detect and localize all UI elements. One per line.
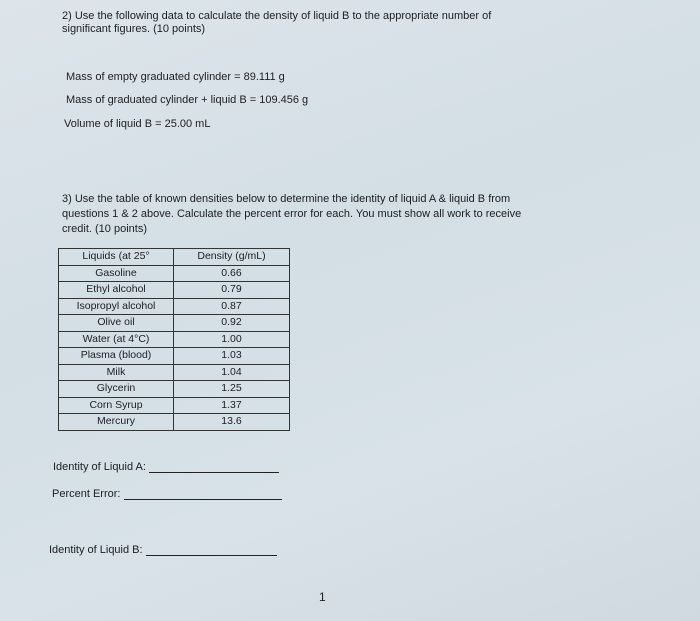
q3-text-line2: questions 1 & 2 above. Calculate the percent error for each. You must show all work to receive [62,208,522,220]
liquid-name: Gasoline [59,265,174,282]
identity-b-label: Identity of Liquid B: [49,544,143,556]
density-value: 1.37 [174,397,290,414]
liquid-name: Glycerin [59,381,174,398]
percent-error-label: Percent Error: [52,488,121,500]
identity-b-blank[interactable] [146,543,277,556]
liquid-name: Isopropyl alcohol [59,298,174,315]
header-density: Density (g/mL) [174,249,290,266]
q3-text-line3: credit. (10 points) [62,223,147,235]
percent-error-blank[interactable] [124,487,282,500]
volume-liquid: Volume of liquid B = 25.00 mL [64,118,211,130]
table-row [59,315,290,332]
density-value: 0.79 [174,282,290,299]
q2-text-line1: 2) Use the following data to calculate the density of liquid B to the appropriate number of [62,10,492,22]
density-value: 1.04 [174,364,290,381]
table-row [59,381,290,398]
density-value: 0.92 [174,315,290,332]
header-liquids: Liquids (at 25° [59,249,174,266]
density-value: 0.87 [174,298,290,315]
liquid-name: Ethyl alcohol [59,282,174,299]
liquid-name: Corn Syrup [59,397,174,414]
density-value: 1.03 [174,348,290,365]
density-value: 13.6 [174,414,290,431]
table-row [59,265,290,282]
table-row [59,364,290,381]
table-row [59,348,290,365]
density-value: 1.00 [174,331,290,348]
mass-empty-cylinder: Mass of empty graduated cylinder = 89.111 g [66,71,285,83]
page-number: 1 [319,590,326,604]
percent-error-field [52,487,282,500]
liquid-name: Milk [59,364,174,381]
identity-a-label: Identity of Liquid A: [53,461,146,473]
density-table [58,248,290,431]
table-row [59,397,290,414]
table-row [59,282,290,299]
table-row [59,298,290,315]
liquid-name: Water (at 4°C) [59,331,174,348]
q2-text-line2: significant figures. (10 points) [62,23,206,35]
liquid-name: Mercury [59,414,174,431]
density-value: 0.66 [174,265,290,282]
table-row [59,331,290,348]
table-header-row [59,249,290,266]
density-value: 1.25 [174,381,290,398]
q3-text-line1: 3) Use the table of known densities below to determine the identity of liquid A & liquid B from [62,193,511,205]
identity-a-field [53,460,279,473]
liquid-name: Plasma (blood) [59,348,174,365]
identity-b-field [49,543,277,556]
mass-cylinder-liquid: Mass of graduated cylinder + liquid B = 109.456 g [66,94,309,106]
table-row [59,414,290,431]
identity-a-blank[interactable] [149,460,279,473]
liquid-name: Olive oil [59,315,174,332]
